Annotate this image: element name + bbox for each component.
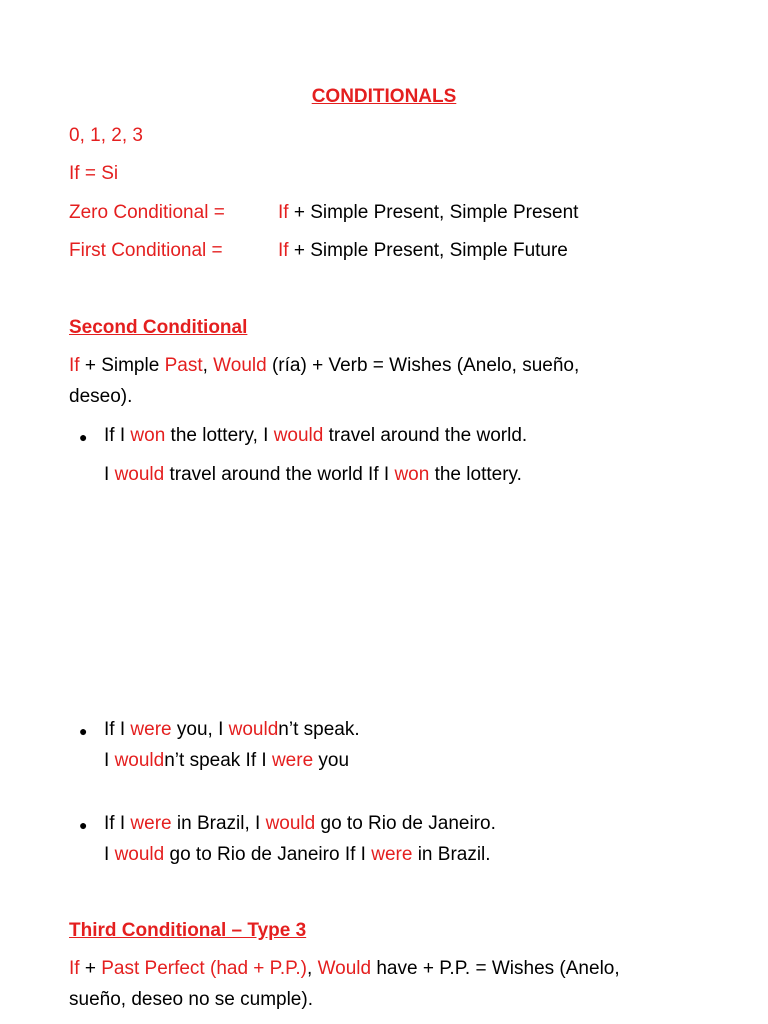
conditional-types: 0, 1, 2, 3 [69, 125, 143, 146]
first-conditional-formula: If + Simple Present, Simple Future [278, 240, 568, 261]
bullet-icon: ● [79, 723, 88, 739]
example-sentence-inverted: I would travel around the world If I won the lottery. [104, 464, 522, 485]
if-translation: If = Si [69, 163, 119, 184]
second-conditional-formula-cont: deseo). [69, 386, 133, 407]
third-conditional-formula: If + Past Perfect (had + P.P.), Would have + P.P. = Wishes (Anelo, [69, 958, 620, 979]
zero-conditional-label: Zero Conditional = [69, 202, 225, 223]
second-conditional-heading: Second Conditional [69, 317, 248, 338]
first-conditional-label: First Conditional = [69, 240, 223, 261]
example-sentence-inverted: I wouldn’t speak If I were you [104, 750, 350, 771]
example-sentence: If I were you, I wouldn’t speak. [104, 719, 360, 740]
second-conditional-formula: If + Simple Past, Would (ría) + Verb = Wishes (Anelo, sueño, [69, 355, 580, 376]
third-conditional-formula-cont: sueño, deseo no se cumple). [69, 989, 313, 1010]
example-sentence: If I won the lottery, I would travel around the world. [104, 425, 528, 446]
third-conditional-heading: Third Conditional – Type 3 [69, 920, 307, 941]
zero-conditional-formula: If + Simple Present, Simple Present [278, 202, 579, 223]
example-sentence: If I were in Brazil, I would go to Rio de Janeiro. [104, 813, 496, 834]
bullet-icon: ● [79, 817, 88, 833]
example-sentence-inverted: I would go to Rio de Janeiro If I were in Brazil. [104, 844, 491, 865]
bullet-icon: ● [79, 429, 88, 445]
page-title: CONDITIONALS [311, 86, 457, 107]
